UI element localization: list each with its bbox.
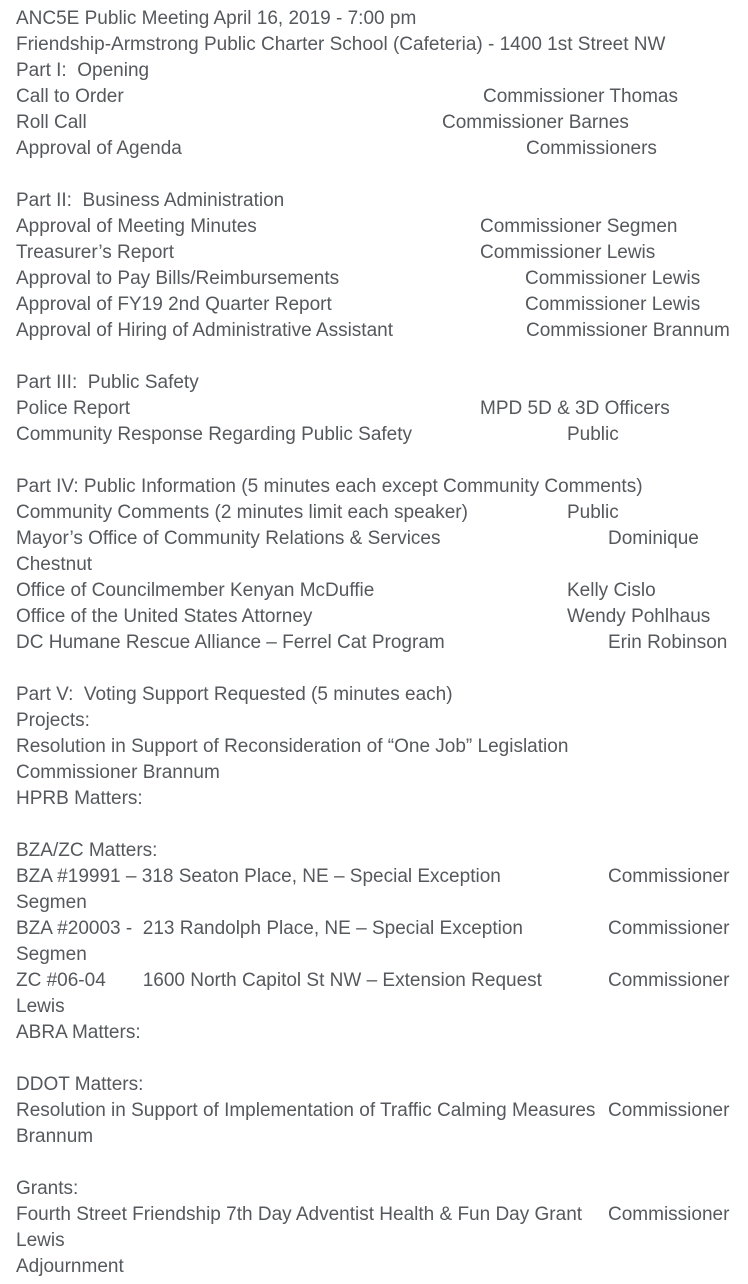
item-text: ZC #06-04 1600 North Capitol St NW – Extension Request bbox=[16, 970, 542, 991]
assignee-text: Commissioner Brannum bbox=[526, 320, 730, 341]
subheading bbox=[0, 1072, 748, 1098]
blank-line bbox=[0, 162, 748, 188]
item-text: Approval of Hiring of Administrative Assistant bbox=[16, 320, 394, 341]
assignee-text: Commissioner Barnes bbox=[442, 112, 629, 133]
assignee-text: Wendy Pohlhaus bbox=[567, 606, 711, 627]
item-text: Grants: bbox=[16, 1178, 79, 1199]
agenda-item bbox=[0, 1098, 748, 1124]
item-text: Part I: Opening bbox=[16, 60, 150, 81]
item-text: HPRB Matters: bbox=[16, 788, 143, 809]
item-text: BZA/ZC Matters: bbox=[16, 840, 158, 861]
item-text: Adjournment bbox=[16, 1256, 124, 1277]
subheading bbox=[0, 838, 748, 864]
agenda-item bbox=[0, 1202, 748, 1228]
item-text: Friendship-Armstrong Public Charter School (Cafeteria) - 1400 1st Street NW bbox=[16, 34, 666, 55]
agenda-item bbox=[0, 422, 748, 448]
agenda-location bbox=[0, 32, 748, 58]
item-text: Fourth Street Friendship 7th Day Adventist Health & Fun Day Grant bbox=[16, 1204, 583, 1225]
subheading bbox=[0, 786, 748, 812]
continuation-line bbox=[0, 552, 748, 578]
agenda-item bbox=[0, 500, 748, 526]
subheading bbox=[0, 1176, 748, 1202]
subheading bbox=[0, 708, 748, 734]
item-text: Segmen bbox=[16, 944, 87, 965]
blank-line bbox=[0, 812, 748, 838]
item-text: Projects: bbox=[16, 710, 90, 731]
assignee-text: Kelly Cislo bbox=[567, 580, 656, 601]
item-text: Commissioner Brannum bbox=[16, 762, 220, 783]
assignee-text: Commissioner bbox=[608, 1204, 730, 1225]
assignee-text: Commissioners bbox=[526, 138, 657, 159]
assignee-text: Dominique bbox=[608, 528, 699, 549]
assignee-text: Erin Robinson bbox=[608, 632, 728, 653]
agenda-item bbox=[0, 292, 748, 318]
continuation-line bbox=[0, 1228, 748, 1254]
continuation-line bbox=[0, 942, 748, 968]
item-text: Segmen bbox=[16, 892, 87, 913]
item-text: Lewis bbox=[16, 996, 65, 1017]
agenda-item bbox=[0, 864, 748, 890]
assignee-text: Commissioner bbox=[608, 918, 730, 939]
item-text: Approval of FY19 2nd Quarter Report bbox=[16, 294, 332, 315]
item-text: Community Response Regarding Public Safety bbox=[16, 424, 413, 445]
item-text: ANC5E Public Meeting April 16, 2019 - 7:00 pm bbox=[16, 8, 417, 29]
item-text: Mayor’s Office of Community Relations & Services bbox=[16, 528, 441, 549]
blank-line bbox=[0, 1046, 748, 1072]
assignee-text: Commissioner Thomas bbox=[483, 86, 678, 107]
blank-line bbox=[0, 1150, 748, 1176]
item-text: ABRA Matters: bbox=[16, 1022, 141, 1043]
item-text: Treasurer’s Report bbox=[16, 242, 175, 263]
item-text: Part IV: Public Information (5 minutes each except Community Comments) bbox=[16, 476, 643, 497]
section-heading bbox=[0, 682, 748, 708]
item-text: Part III: Public Safety bbox=[16, 372, 199, 393]
agenda-item bbox=[0, 396, 748, 422]
agenda-item bbox=[0, 968, 748, 994]
section-heading bbox=[0, 58, 748, 84]
agenda-item bbox=[0, 630, 748, 656]
item-text: Resolution in Support of Implementation of Traffic Calming Measures bbox=[16, 1100, 596, 1121]
item-text: Brannum bbox=[16, 1126, 94, 1147]
agenda-item bbox=[0, 136, 748, 162]
item-text: Part II: Business Administration bbox=[16, 190, 285, 211]
agenda-item bbox=[0, 604, 748, 630]
assignee-text: Commissioner bbox=[608, 866, 730, 887]
agenda-item bbox=[0, 240, 748, 266]
assignee-text: Public bbox=[567, 424, 619, 445]
assignee-text: Commissioner Segmen bbox=[480, 216, 678, 237]
blank-line bbox=[0, 656, 748, 682]
agenda-item bbox=[0, 318, 748, 344]
agenda-item bbox=[0, 84, 748, 110]
item-text: Lewis bbox=[16, 1230, 65, 1251]
item-text: Approval to Pay Bills/Reimbursements bbox=[16, 268, 340, 289]
agenda-item bbox=[0, 214, 748, 240]
item-text: Office of the United States Attorney bbox=[16, 606, 313, 627]
item-text: Part V: Voting Support Requested (5 minutes each) bbox=[16, 684, 453, 705]
blank-line bbox=[0, 344, 748, 370]
agenda-item bbox=[0, 1254, 748, 1280]
agenda-item bbox=[0, 526, 748, 552]
continuation-line bbox=[0, 760, 748, 786]
agenda-item bbox=[0, 578, 748, 604]
assignee-text: Commissioner bbox=[608, 1100, 730, 1121]
item-text: Roll Call bbox=[16, 112, 87, 133]
item-text: Call to Order bbox=[16, 86, 124, 107]
continuation-line bbox=[0, 994, 748, 1020]
section-heading bbox=[0, 474, 748, 500]
section-heading bbox=[0, 370, 748, 396]
subheading bbox=[0, 1020, 748, 1046]
blank-line bbox=[0, 448, 748, 474]
continuation-line bbox=[0, 1124, 748, 1150]
item-text: DC Humane Rescue Alliance – Ferrel Cat Program bbox=[16, 632, 445, 653]
agenda-item bbox=[0, 916, 748, 942]
continuation-line bbox=[0, 890, 748, 916]
item-text: Approval of Agenda bbox=[16, 138, 182, 159]
assignee-text: Commissioner Lewis bbox=[480, 242, 656, 263]
assignee-text: MPD 5D & 3D Officers bbox=[480, 398, 670, 419]
assignee-text: Commissioner Lewis bbox=[525, 268, 701, 289]
assignee-text: Commissioner Lewis bbox=[525, 294, 701, 315]
item-text: Police Report bbox=[16, 398, 131, 419]
agenda-title bbox=[0, 6, 748, 32]
agenda-item bbox=[0, 266, 748, 292]
item-text: BZA #20003 - 213 Randolph Place, NE – Special Exception bbox=[16, 918, 523, 939]
assignee-text: Commissioner bbox=[608, 970, 730, 991]
section-heading bbox=[0, 188, 748, 214]
assignee-text: Public bbox=[567, 502, 619, 523]
item-text: Chestnut bbox=[16, 554, 93, 575]
agenda-item bbox=[0, 734, 748, 760]
item-text: Approval of Meeting Minutes bbox=[16, 216, 257, 237]
item-text: DDOT Matters: bbox=[16, 1074, 144, 1095]
item-text: Office of Councilmember Kenyan McDuffie bbox=[16, 580, 375, 601]
item-text: Community Comments (2 minutes limit each speaker) bbox=[16, 502, 468, 523]
agenda-item bbox=[0, 110, 748, 136]
item-text: Resolution in Support of Reconsideration of “One Job” Legislation bbox=[16, 736, 569, 757]
item-text: BZA #19991 – 318 Seaton Place, NE – Special Exception bbox=[16, 866, 501, 887]
